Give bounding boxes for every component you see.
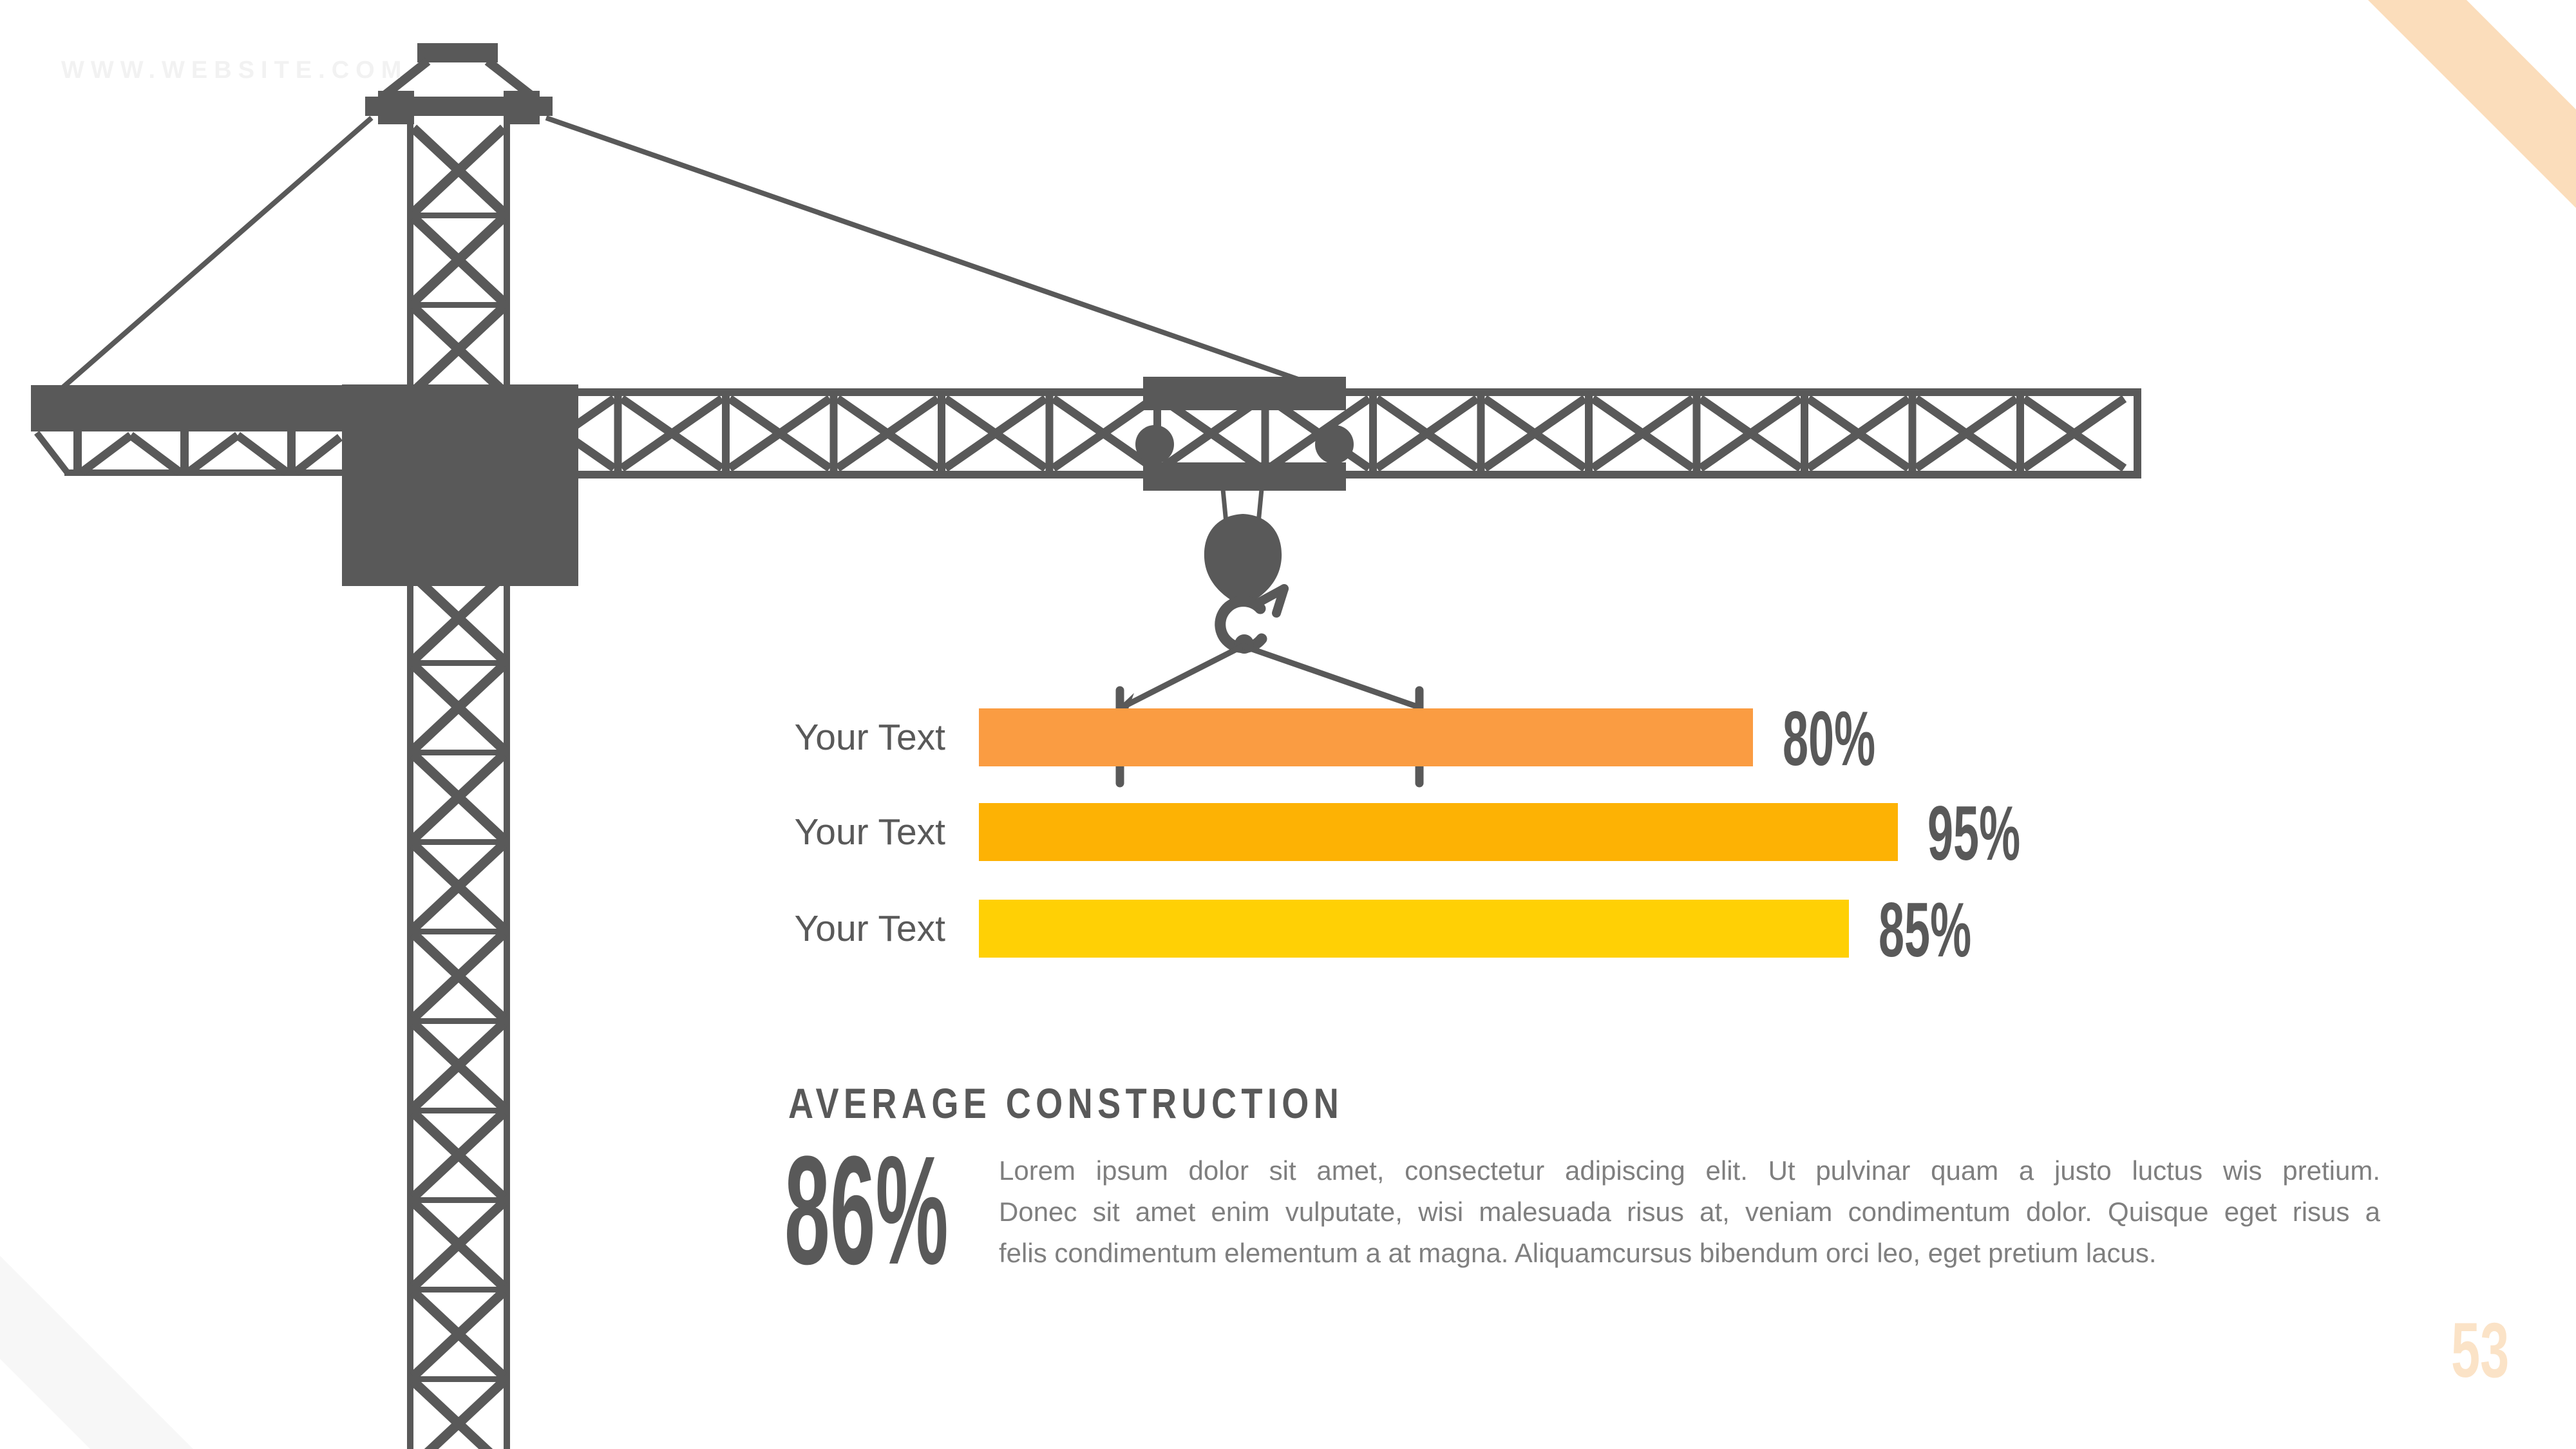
bar-label: Your Text xyxy=(794,811,945,853)
counterweight xyxy=(31,385,342,431)
average-stat: 86% xyxy=(784,1124,949,1296)
website-url: WWW.WEBSITE.COM xyxy=(61,57,408,84)
bar-row xyxy=(794,696,2009,782)
page-number: 53 xyxy=(2451,1306,2510,1394)
bar xyxy=(979,708,1753,766)
bar-value: 95% xyxy=(1927,790,2021,876)
machinery-block xyxy=(342,384,578,586)
bar-value: 80% xyxy=(1783,696,1876,782)
bar-label: Your Text xyxy=(794,908,945,949)
bottom-left-stripe xyxy=(0,1256,193,1449)
bar-value: 85% xyxy=(1879,887,1972,973)
bar xyxy=(979,803,1898,861)
section-title: AVERAGE CONSTRUCTION xyxy=(788,1079,1344,1127)
bar-label: Your Text xyxy=(794,717,945,758)
trolley xyxy=(1135,377,1354,523)
bar-row xyxy=(794,887,2009,973)
body-line: felis condimentum elementum a at magna. Aliquamcursus bibendum orci leo, eget pretium lacus. xyxy=(999,1238,2157,1268)
body-line: Lorem ipsum dolor sit amet, consectetur adipiscing elit. Ut pulvinar quam a justo luctus wis pretium. xyxy=(999,1155,2380,1186)
body-text xyxy=(999,1150,2380,1274)
bar xyxy=(979,900,1849,958)
body-line: Donec sit amet enim vulputate, wisi malesuada risus at, veniam condimentum dolor. Quisque eget risus a xyxy=(999,1197,2380,1227)
hook-icon xyxy=(1204,514,1284,654)
top-right-stripe xyxy=(2368,0,2576,208)
bar-row xyxy=(794,790,2021,876)
